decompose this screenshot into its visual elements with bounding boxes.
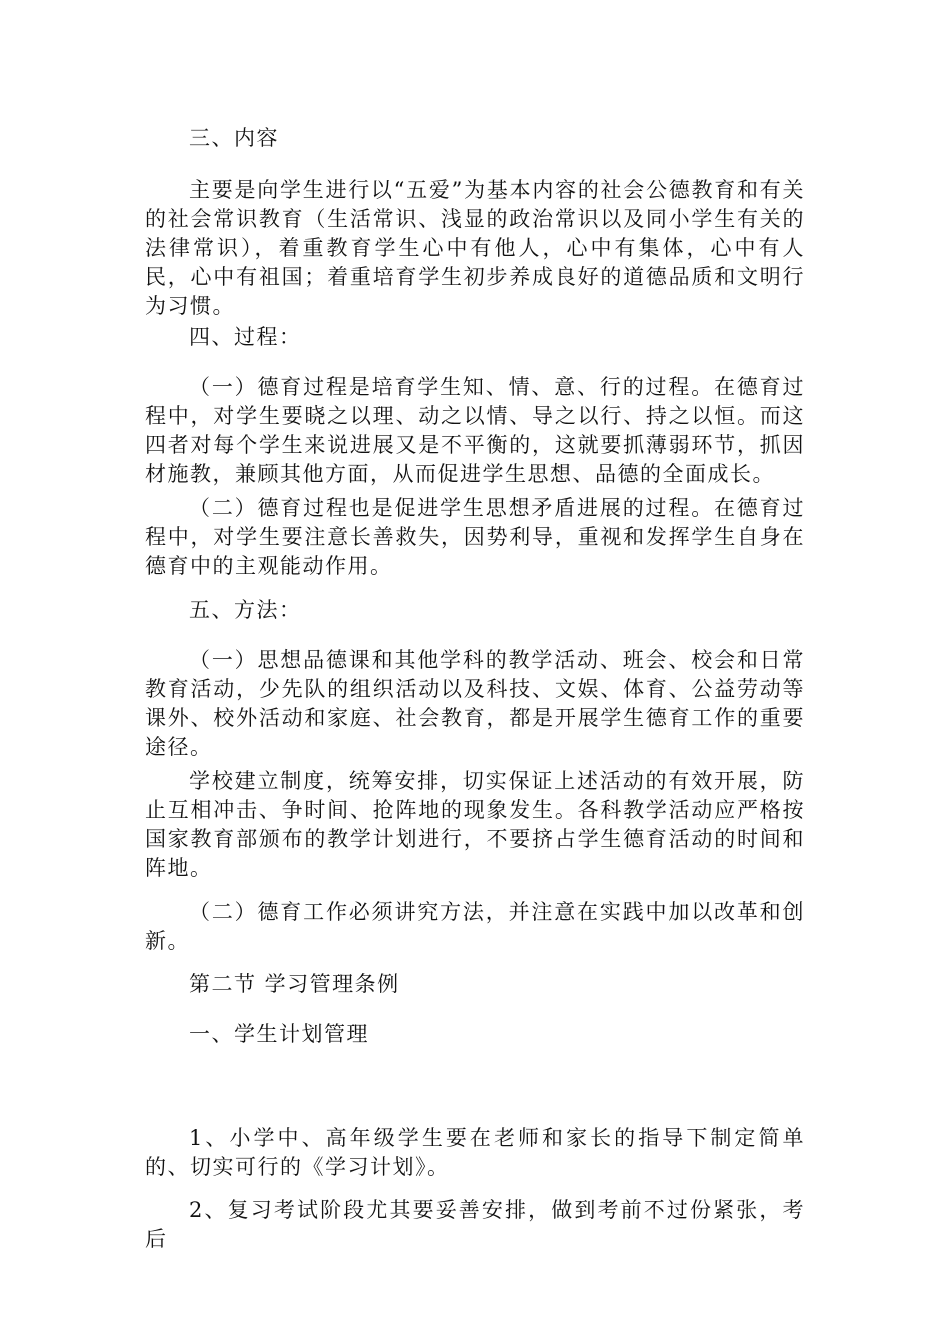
list-item-1: 1、小学中、高年级学生要在老师和家长的指导下制定简单的、切实可行的《学习计划》。 bbox=[145, 1126, 805, 1179]
chapter2-heading: 第二节 学习管理条例 bbox=[189, 972, 400, 996]
section3-heading: 三、内容 bbox=[189, 126, 279, 150]
section4-heading: 四、过程： bbox=[189, 325, 302, 349]
section5-item2: （二）德育工作必须讲究方法，并注意在实践中加以改革和创新。 bbox=[145, 900, 805, 953]
section4-item1: （一）德育过程是培育学生知、情、意、行的过程。在德育过程中，对学生要晓之以理、动之以情、导之以行、持之以恒。而这四者对每个学生来说进展又是不平衡的，这就要抓薄弱环节，抓因材施教，兼顾其他方面，从而促进学生思想、品德的全面成长。 bbox=[145, 375, 805, 486]
list-item-2: 2、复习考试阶段尤其要妥善安排，做到考前不过份紧张，考后 bbox=[145, 1198, 805, 1251]
section5-para2: 学校建立制度，统筹安排，切实保证上述活动的有效开展，防止互相冲击、争时间、抢阵地的现象发生。各科教学活动应严格按国家教育部颁布的教学计划进行，不要挤占学生德育活动的时间和阵地。 bbox=[145, 769, 805, 880]
section4-item2: （二）德育过程也是促进学生思想矛盾进展的过程。在德育过程中，对学生要注意长善救失，因势利导，重视和发挥学生自身在德育中的主观能动作用。 bbox=[145, 496, 805, 578]
section3-body: 主要是向学生进行以“五爱”为基本内容的社会公德教育和有关的社会常识教育（生活常识、浅显的政治常识以及同小学生有关的法律常识），着重教育学生心中有他人，心中有集体，心中有人民，心中有祖国；着重培育学生初步养成良好的道德品质和文明行为习惯。 bbox=[145, 178, 805, 318]
section5-heading: 五、方法： bbox=[189, 598, 302, 622]
section5-item1: （一）思想品德课和其他学科的教学活动、班会、校会和日常教育活动，少先队的组织活动以及科技、文娱、体育、公益劳动等课外、校外活动和家庭、社会教育，都是开展学生德育工作的重要途径。 bbox=[145, 648, 805, 759]
chapter2-subheading: 一、学生计划管理 bbox=[189, 1022, 369, 1046]
